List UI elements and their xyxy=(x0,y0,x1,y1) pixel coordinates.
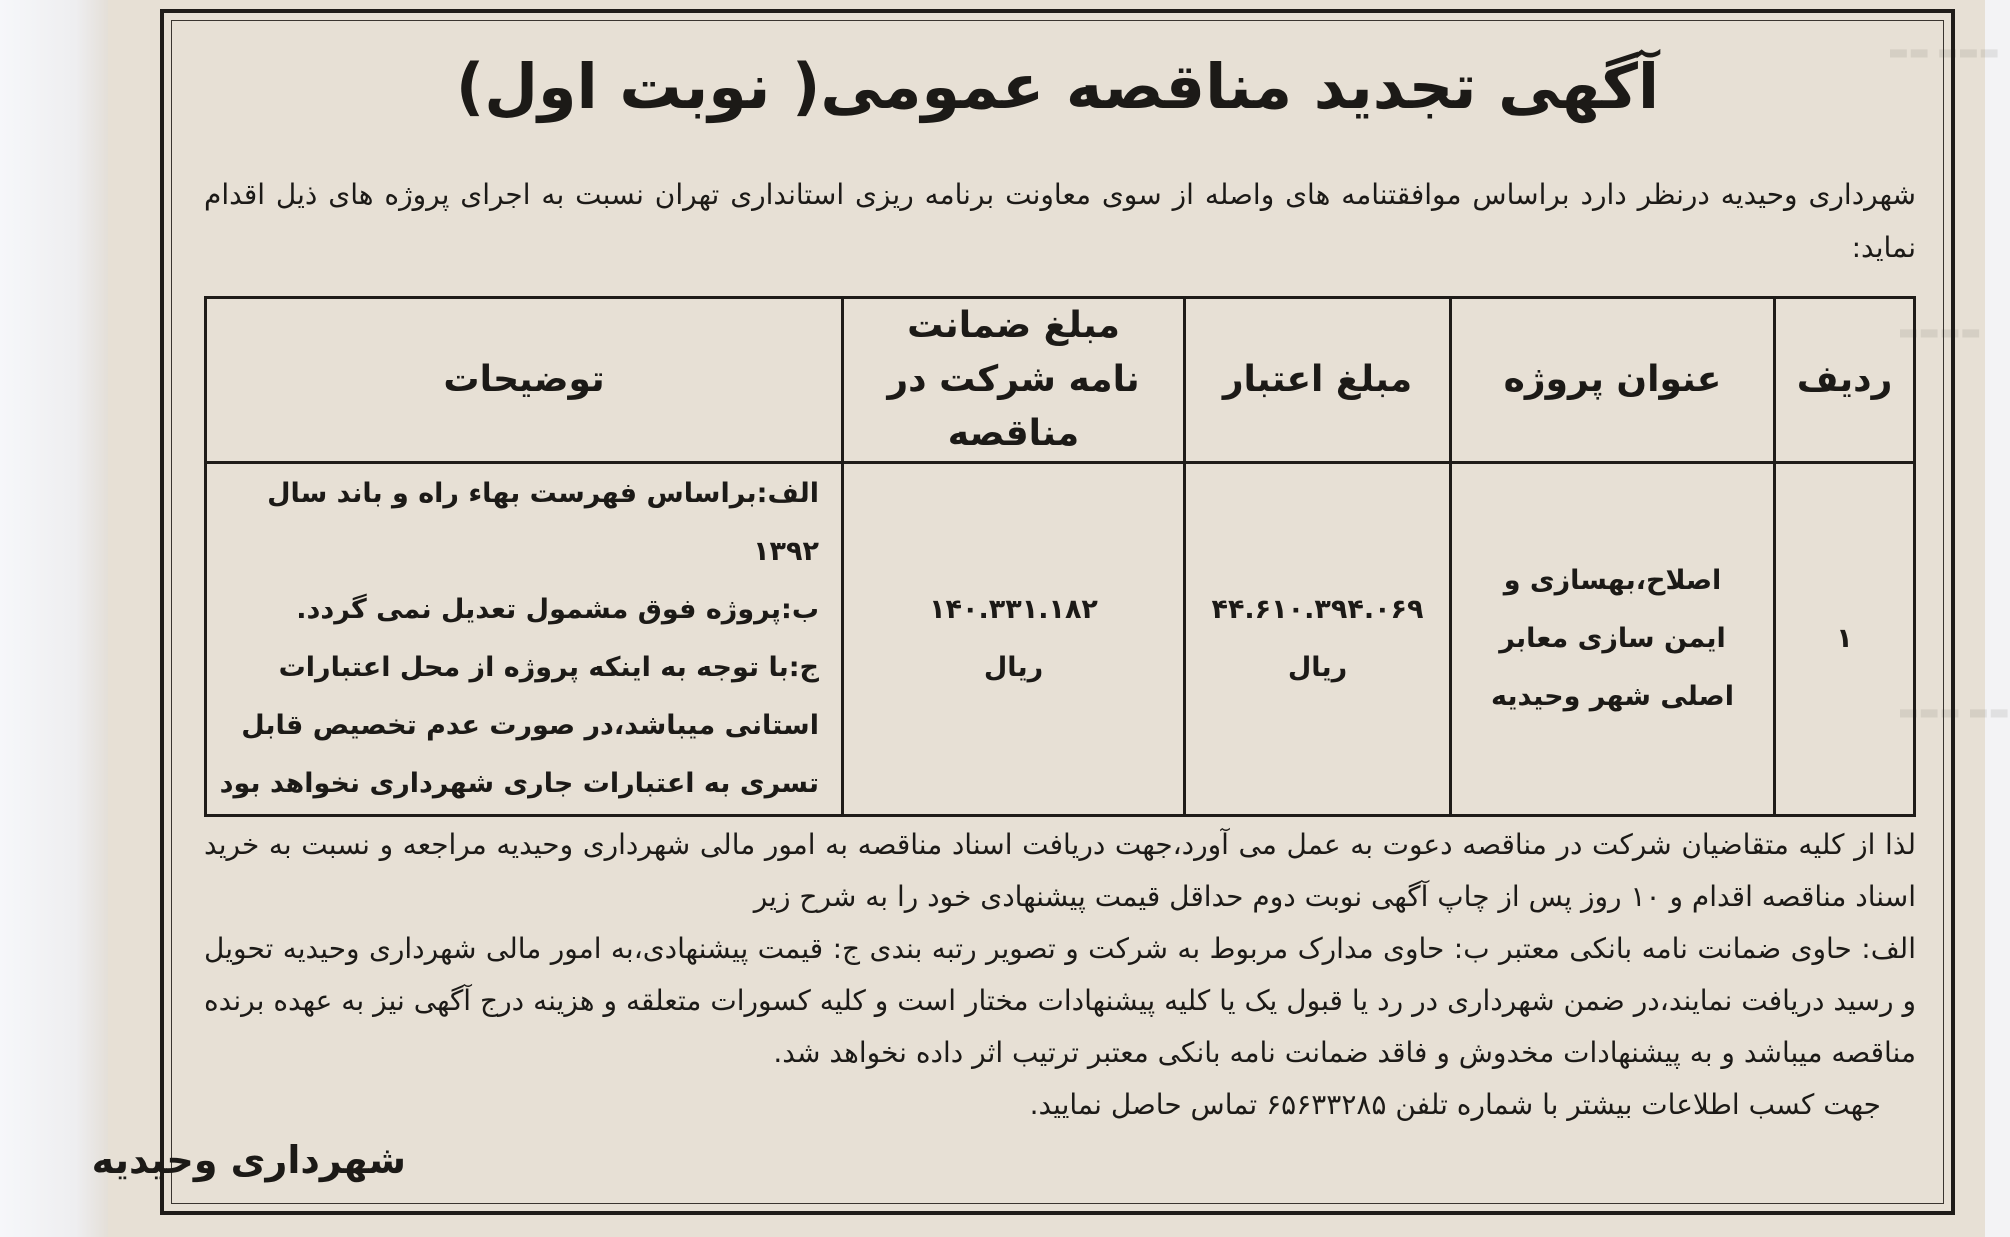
credit-unit: ریال xyxy=(1287,652,1348,683)
body-paragraph-invitation: لذا از کلیه متقاضیان شرکت در مناقصه دعوت به عمل می آورد،جهت دریافت اسناد مناقصه به امور مالی شهرداری وحیدیه مراجعه و نسبت به خرید اسناد مناقصه اقدام و ۱۰ روز پس از چاپ آگهی نوبت دوم حداقل قیمت پیشنهادی خود را به شرح زیر xyxy=(204,828,1916,913)
body-paragraph-requirements: الف: حاوی ضمانت نامه بانکی معتبر ب: حاوی مدارک مربوط به شرکت و تصویر رتبه بندی ج: قیمت پیشنهادی،به امور مالی شهرداری وحیدیه تحویل و رسید دریافت نمایند،در ضمن شهرداری در رد یا قبول یک یا کلیه پیشنهادات مختار است و کلیه کسورات متعلقه و هزینه درج آگهی نیز به عهده برنده مناقصه میباشد و به پیشنهادات مخدوش و فاقد ضمانت نامه بانکی معتبر ترتیب اثر داده نخواهد شد. xyxy=(204,932,1916,1069)
cell-guarantee-amount xyxy=(843,463,1185,816)
bleed-through-text: ▬▬▬▬ xyxy=(1898,320,1982,345)
table-row xyxy=(206,463,1915,816)
note-line: استانی میباشد،در صورت عدم تخصیص قابل xyxy=(241,710,819,741)
note-line: تسری به اعتبارات جاری شهرداری نخواهد بود xyxy=(219,768,819,799)
cell-project-title: اصلاح،بهسازی و ایمن سازی معابر اصلی شهر وحیدیه xyxy=(1451,463,1775,816)
notice-title: آگهی تجدید مناقصه عمومی( نوبت اول) xyxy=(455,50,1660,123)
note-line: الف:براساس فهرست بهاء راه و باند سال ۱۳۹۲ xyxy=(267,478,819,567)
body-paragraph-contact: جهت کسب اطلاعات بیشتر با شماره تلفن ۶۵۶۳۳۲۸۵ تماس حاصل نمایید. xyxy=(1029,1088,1881,1121)
bleed-through-text: ▬▬▬ ▬▬ xyxy=(1888,40,2000,65)
signature: شهرداری وحیدیه xyxy=(91,1138,406,1182)
scan-margin xyxy=(0,0,108,1237)
note-line: ج:با توجه به اینکه پروژه از محل اعتبارات xyxy=(278,652,819,683)
notice-body xyxy=(204,819,1916,1131)
note-line: ب:پروژه فوق مشمول تعدیل نمی گردد. xyxy=(296,594,819,625)
guarantee-unit: ریال xyxy=(983,652,1044,683)
credit-value: ۴۴.۶۱۰.۳۹۴.۰۶۹ xyxy=(1211,594,1424,625)
cell-credit-amount xyxy=(1185,463,1451,816)
cell-notes xyxy=(206,463,843,816)
notice-intro: شهرداری وحیدیه درنظر دارد براساس موافقتنامه های واصله از سوی معاونت برنامه ریزی استانداری تهران نسبت به اجرای پروژه های ذیل اقدام نماید: xyxy=(204,178,1916,264)
header-credit-amount: مبلغ اعتبار xyxy=(1185,298,1451,463)
header-project-title: عنوان پروژه xyxy=(1451,298,1775,463)
header-guarantee-amount: مبلغ ضمانت نامه شرکت در مناقصه xyxy=(843,298,1185,463)
header-notes: توضیحات xyxy=(206,298,843,463)
table-header-row xyxy=(206,298,1915,463)
header-row-number: ردیف xyxy=(1775,298,1915,463)
projects-table xyxy=(204,296,1916,817)
cell-row-number: ۱ xyxy=(1775,463,1915,816)
bleed-through-text: ▬▬ ▬▬▬ xyxy=(1898,700,2010,725)
guarantee-value: ۱۴۰.۳۳۱.۱۸۲ xyxy=(929,594,1098,625)
notice-frame xyxy=(91,9,1955,1215)
